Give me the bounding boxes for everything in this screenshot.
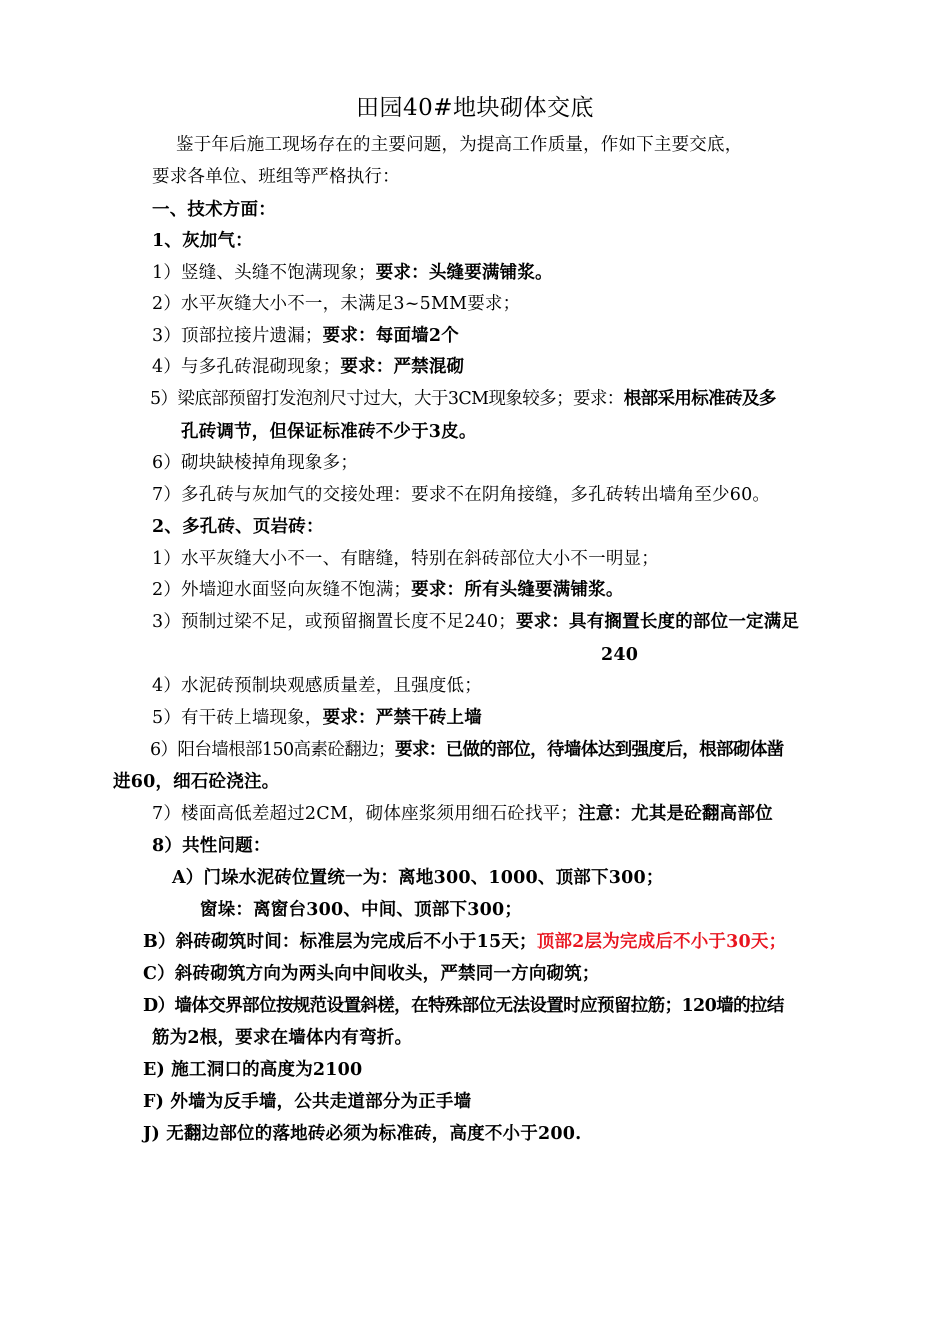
list-item: 7）多孔砖与灰加气的交接处理：要求不在阴角接缝，多孔砖转出墙角至少60。 [152, 485, 771, 505]
list-item: 4）与多孔砖混砌现象；要求：严禁混砌 [152, 357, 465, 377]
common-item-a: A）门垛水泥砖位置统一为：离地300、1000、顶部下300； [172, 868, 664, 888]
common-item-d-cont: 筋为2根，要求在墙体内有弯折。 [152, 1028, 413, 1048]
common-item-c: C）斜砖砌筑方向为两头向中间收头，严禁同一方向砌筑； [143, 964, 600, 984]
common-item-b: B）斜砖砌筑时间：标准层为完成后不小于15天；顶部2层为完成后不小于30天； [143, 932, 787, 952]
list-item: 7）楼面高低差超过2CM，砌体座浆须用细石砼找平；注意：尤其是砼翻高部位 [152, 804, 773, 824]
list-item-continuation: 孔砖调节，但保证标准砖不少于3皮。 [181, 422, 477, 442]
subheading-aerated-block: 1、灰加气： [152, 231, 253, 251]
list-item: 5）梁底部预留打发泡剂尺寸过大，大于3CM现象较多；要求：根部采用标准砖及多 [150, 389, 776, 409]
document-title: 田园40#地块砌体交底 [355, 95, 595, 121]
subheading-perforated-brick: 2、多孔砖、页岩砖： [152, 517, 324, 537]
list-item: 2）外墙迎水面竖向灰缝不饱满；要求：所有头缝要满铺浆。 [152, 580, 624, 600]
list-item: 4）水泥砖预制块观感质量差，且强度低； [152, 676, 482, 696]
list-item: 3）预制过梁不足，或预留搁置长度不足240；要求：具有搁置长度的部位一定满足 [152, 612, 800, 632]
common-item-e: E) 施工洞口的高度为2100 [143, 1060, 363, 1080]
intro-line-2: 要求各单位、班组等严格执行： [152, 167, 400, 187]
intro-line-1: 鉴于年后施工现场存在的主要问题，为提高工作质量，作如下主要交底， [176, 135, 743, 155]
section-heading-technical: 一、技术方面： [152, 200, 276, 220]
list-item-continuation: 240 [601, 645, 639, 665]
list-item: 6）阳台墙根部150高素砼翻边；要求：已做的部位，待墙体达到强度后，根部砌体凿 [150, 740, 784, 760]
list-item: 1）水平灰缝大小不一、有瞎缝，特别在斜砖部位大小不一明显； [152, 549, 659, 569]
list-item-continuation: 进60，细石砼浇注。 [113, 772, 280, 792]
list-item: 3）顶部拉接片遗漏；要求：每面墙2个 [152, 326, 459, 346]
common-item-a-cont: 窗垛：离窗台300、中间、顶部下300； [200, 900, 523, 920]
list-item: 2）水平灰缝大小不一，未满足3~5MM要求； [152, 294, 521, 314]
subheading-common-issues: 8）共性问题： [152, 836, 271, 856]
list-item: 5）有干砖上墙现象，要求：严禁干砖上墙 [152, 708, 482, 728]
common-item-d: D）墙体交界部位按规范设置斜槎，在特殊部位无法设置时应预留拉筋；120墙的拉结 [143, 996, 784, 1016]
list-item: 6）砌块缺棱掉角现象多； [152, 453, 359, 473]
highlight-text: 顶部2层为完成后不小于30天； [536, 932, 787, 952]
common-item-j: J) 无翻边部位的落地砖必须为标准砖，高度不小于200. [143, 1124, 582, 1144]
common-item-f: F) 外墙为反手墙，公共走道部分为正手墙 [143, 1092, 472, 1112]
list-item: 1）竖缝、头缝不饱满现象；要求：头缝要满铺浆。 [152, 263, 553, 283]
